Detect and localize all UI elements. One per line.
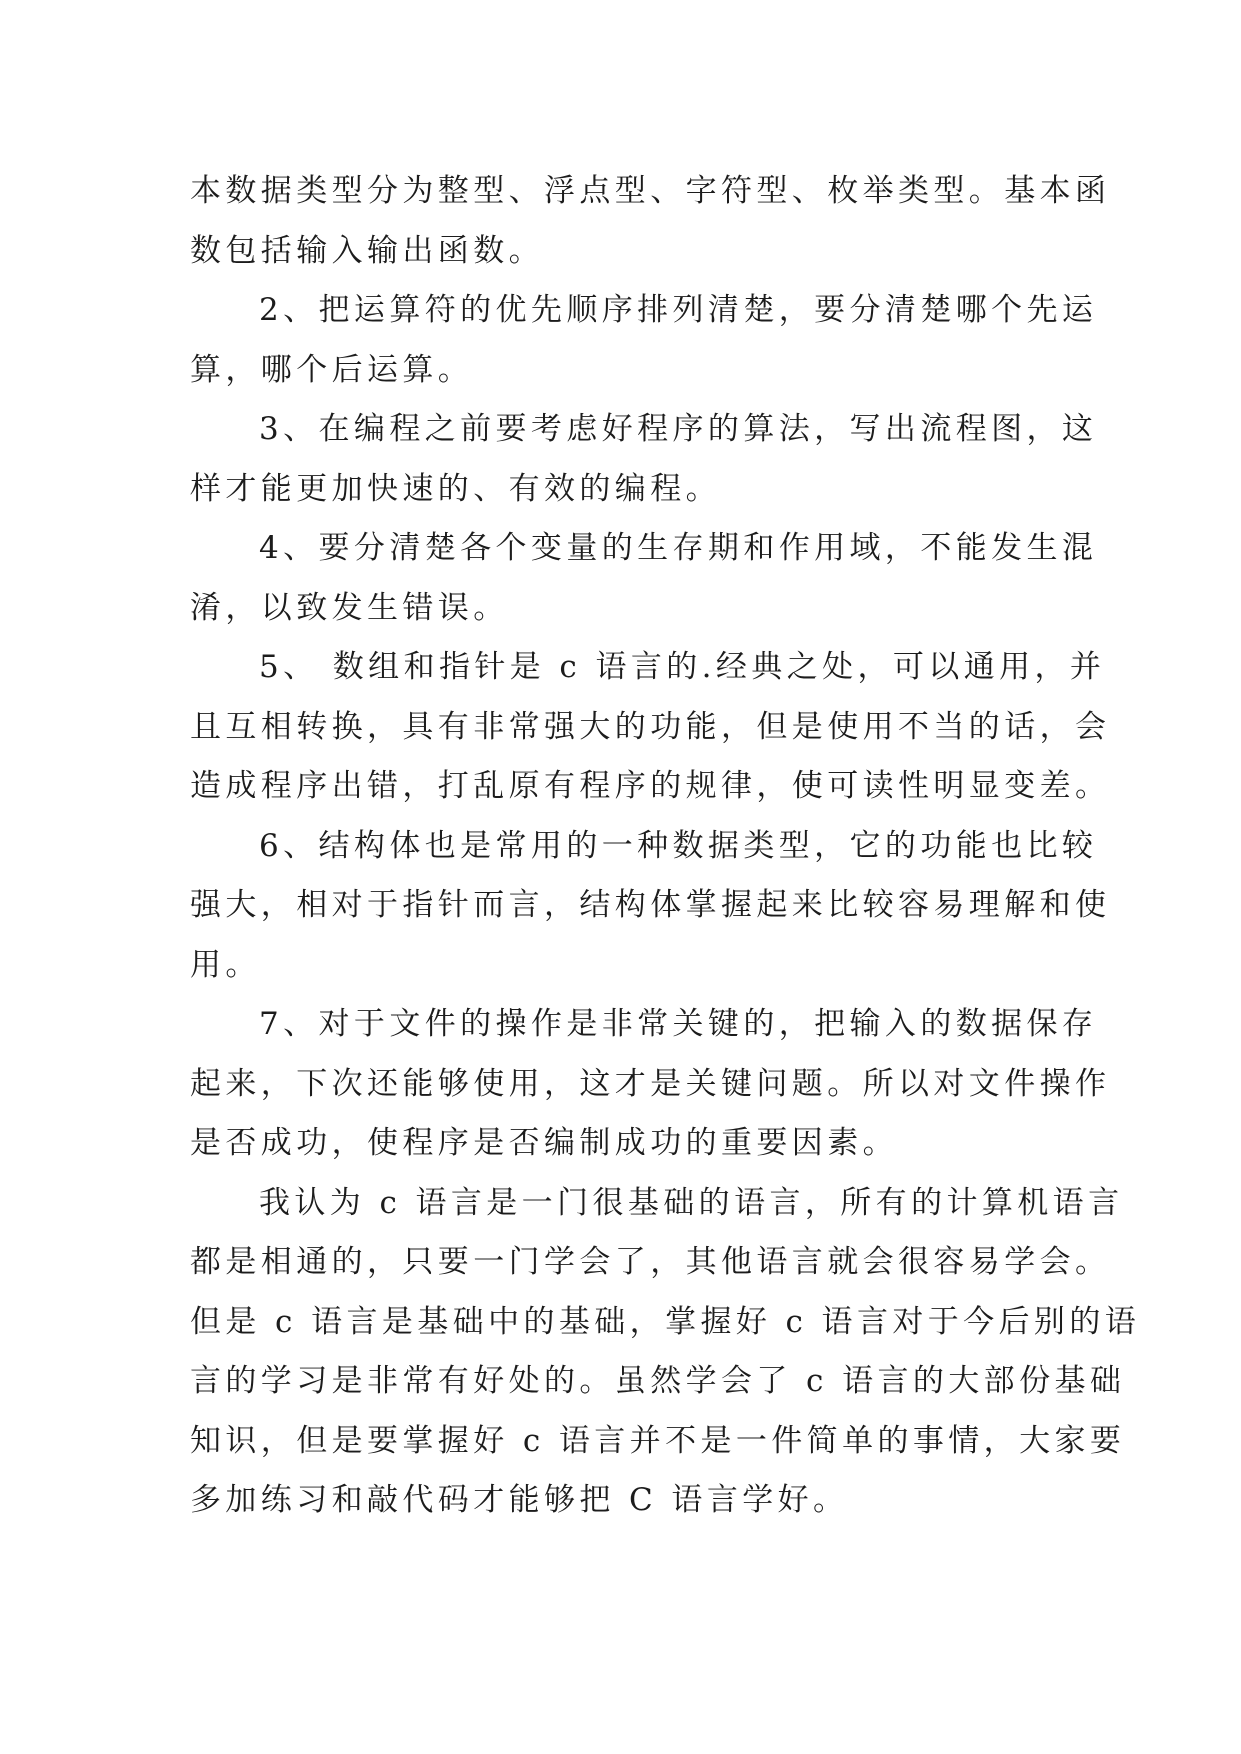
- document-body: [190, 162, 1141, 1531]
- paragraph-first-line: 6、结构体也是常用的一种数据类型，它的功能也比较: [259, 827, 1098, 864]
- paragraph-first-line: 3、在编程之前要考虑好程序的算法，写出流程图，这: [259, 411, 1098, 447]
- paragraph-line: 本数据类型分为整型、浮点型、字符型、枚举类型。基本函: [190, 173, 1111, 209]
- paragraph-line: 但是 c 语言是基础中的基础，掌握好 c 语言对于今后别的语: [190, 1303, 1141, 1340]
- paragraph-line: 样才能更加快速的、有效的编程。: [190, 470, 721, 507]
- paragraph-line: 淆，以致发生错误。: [190, 589, 509, 626]
- paragraph-line: 造成程序出错，打乱原有程序的规律，使可读性明显变差。: [190, 768, 1111, 804]
- paragraph-line: 用。: [190, 946, 261, 983]
- paragraph-line: 是否成功，使程序是否编制成功的重要因素。: [190, 1125, 898, 1161]
- paragraph-first-line: 7、对于文件的操作是非常关键的，把输入的数据保存: [259, 1006, 1098, 1042]
- paragraph-first-line: 我认为 c 语言是一门很基础的语言，所有的计算机语言: [259, 1184, 1124, 1221]
- paragraph-first-line: 2、把运算符的优先顺序排列清楚，要分清楚哪个先运: [259, 292, 1098, 328]
- paragraph-line: 言的学习是非常有好处的。虽然学会了 c 语言的大部份基础: [190, 1363, 1126, 1399]
- paragraph-first-line: 5、 数组和指针是 c 语言的.经典之处，可以通用，并: [259, 649, 1106, 685]
- paragraph-line: 起来，下次还能够使用，这才是关键问题。所以对文件操作: [190, 1065, 1111, 1102]
- paragraph-first-line: 4、要分清楚各个变量的生存期和作用域，不能发生混: [259, 530, 1098, 566]
- paragraph-line: 强大，相对于指针而言，结构体掌握起来比较容易理解和使: [190, 887, 1111, 923]
- paragraph-line: 且互相转换，具有非常强大的功能，但是使用不当的话，会: [190, 708, 1111, 745]
- paragraph-line: 都是相通的，只要一门学会了，其他语言就会很容易学会。: [190, 1244, 1111, 1280]
- paragraph-line: 知识，但是要掌握好 c 语言并不是一件简单的事情，大家要: [190, 1422, 1126, 1459]
- paragraph-line: 多加练习和敲代码才能够把 C 语言学好。: [190, 1482, 849, 1518]
- paragraph-line: 数包括输入输出函数。: [190, 232, 544, 269]
- paragraph-line: 算，哪个后运算。: [190, 351, 474, 388]
